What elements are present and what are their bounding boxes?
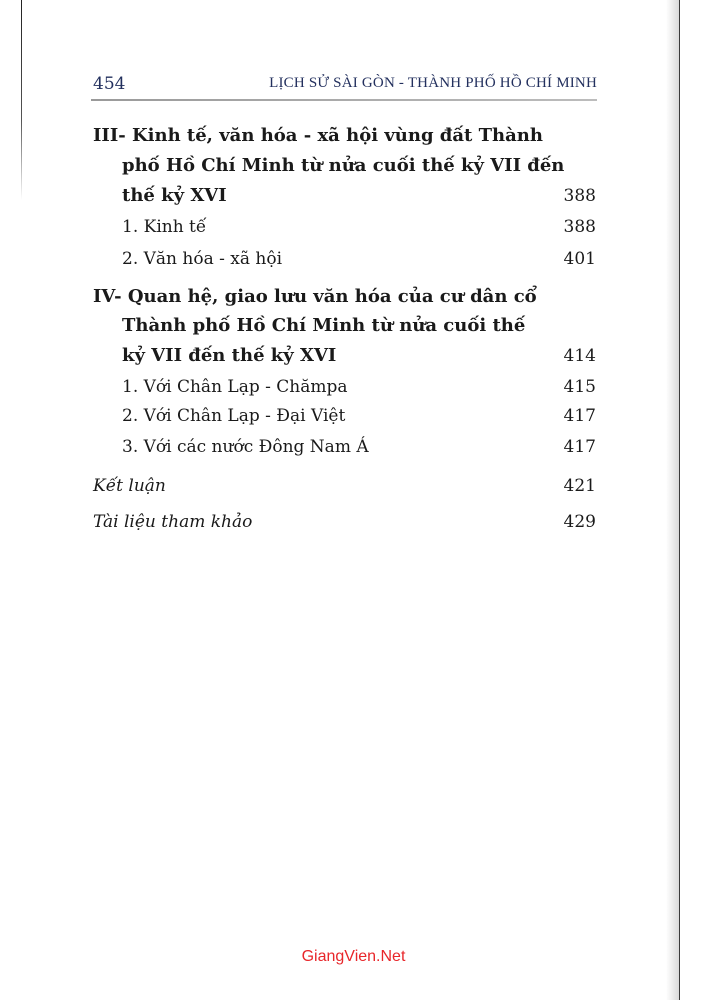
toc-page-number: 388 [563,217,596,237]
toc-page-number: 417 [563,406,596,426]
toc-section-heading-line: thế kỷ XVI 388 [0,181,707,211]
toc-item: 3. Với các nước Đông Nam Á 417 [0,432,707,462]
toc-page-number: 415 [563,377,596,397]
watermark: GiangVien.Net [301,948,406,965]
toc-references: Tài liệu tham khảo 429 [0,507,707,537]
header-rule [91,99,597,101]
toc-section-heading-line: Thành phố Hồ Chí Minh từ nửa cuối thế [122,315,526,336]
toc-section-heading-line: kỷ VII đến thế kỷ XVI 414 [0,341,707,371]
toc-page-number: 421 [563,476,596,496]
toc-item: 1. Với Chân Lạp - Chămpa 415 [0,372,707,402]
toc-page-number: 429 [563,512,596,532]
toc-section-heading-line: IV- Quan hệ, giao lưu văn hóa của cư dân cổ [93,286,537,307]
toc-item: 1. Kinh tế 388 [0,212,707,242]
running-title: LỊCH SỬ SÀI GÒN - THÀNH PHỐ HỒ CHÍ MINH [269,75,597,91]
toc-page-number: 417 [563,437,596,457]
toc-page-number: 401 [563,249,596,269]
toc-section-heading-line: III- Kinh tế, văn hóa - xã hội vùng đất Thành [93,125,543,146]
toc-section-heading-line: phố Hồ Chí Minh từ nửa cuối thế kỷ VII đến [122,155,565,176]
toc-conclusion: Kết luận 421 [0,471,707,501]
running-header [93,74,597,98]
toc-page-number: 414 [563,346,596,366]
toc-item: 2. Với Chân Lạp - Đại Việt 417 [0,401,707,431]
toc-item: 2. Văn hóa - xã hội 401 [0,244,707,274]
page-number: 454 [93,74,126,94]
toc-page-number: 388 [563,186,596,206]
